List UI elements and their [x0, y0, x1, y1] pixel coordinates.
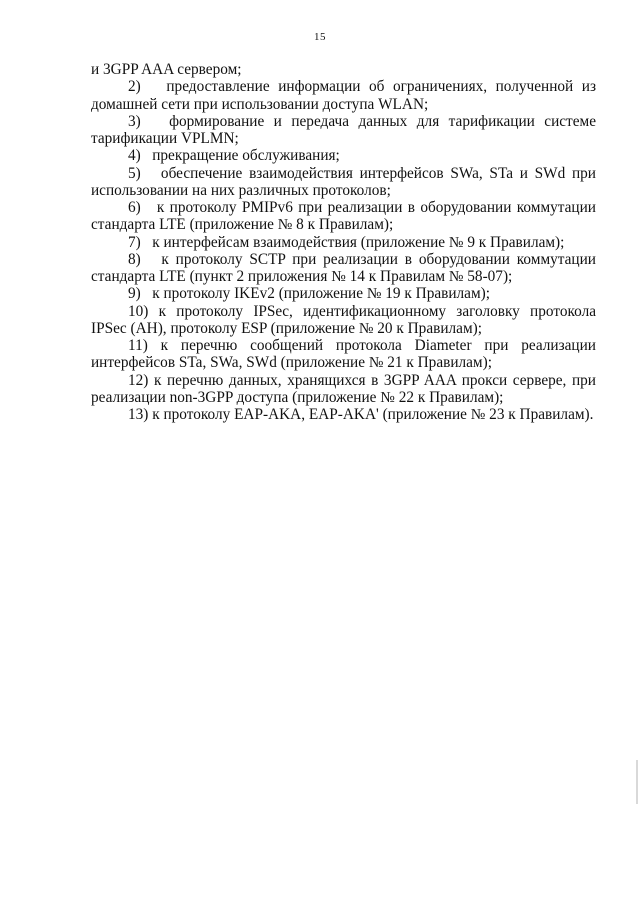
requirement-item-6: 6) к протоколу PMIPv6 при реализации в оборудовании коммутации стандарта LTE (приложение № 8 к Правилам); — [91, 199, 596, 234]
scan-edge-mark — [636, 760, 638, 804]
document-body — [91, 61, 596, 423]
requirement-item-7: 7) к интерфейсам взаимодействия (приложение № 9 к Правилам); — [128, 233, 565, 251]
list-item-1-continuation: и 3GPP AAA сервером; — [91, 61, 242, 78]
requirement-item-12: 12) к перечню данных, хранящихся в 3GPP AAA прокси сервере, при реализации non-3GPP доступа (приложение № 22 к Правилам); — [91, 371, 596, 406]
page-number: 15 — [314, 31, 326, 43]
requirement-item-8: 8) к протоколу SCTP при реализации в оборудовании коммутации стандарта LTE (пункт 2 приложения № 14 к Правилам № 58-07); — [91, 250, 596, 285]
requirement-item-13: 13) к протоколу EAP-AKA, EAP-AKA' (приложение № 23 к Правилам). — [128, 406, 594, 423]
requirement-item-9: 9) к протоколу IKEv2 (приложение № 19 к Правилам); — [128, 285, 490, 303]
list-item-4: 4) прекращение обслуживания; — [128, 147, 340, 165]
requirement-item-11: 11) к перечню сообщений протокола Diameter при реализации интерфейсов STa, SWa, SWd (приложение № 21 к Правилам); — [91, 337, 596, 372]
list-item-5: 5) обеспечение взаимодействия интерфейсов SWa, STa и SWd при использовании на них различных протоколов; — [91, 164, 596, 199]
list-item-2: 2) предоставление информации об ограничениях, полученной из домашней сети при использовании доступа WLAN; — [91, 78, 596, 113]
requirement-item-10: 10) к протоколу IPSec, идентификационному заголовку протокола IPSec (AH), протоколу ESP (приложение № 20 к Правилам); — [91, 302, 596, 337]
list-item-3: 3) формирование и передача данных для тарификации системе тарификации VPLMN; — [91, 112, 596, 147]
